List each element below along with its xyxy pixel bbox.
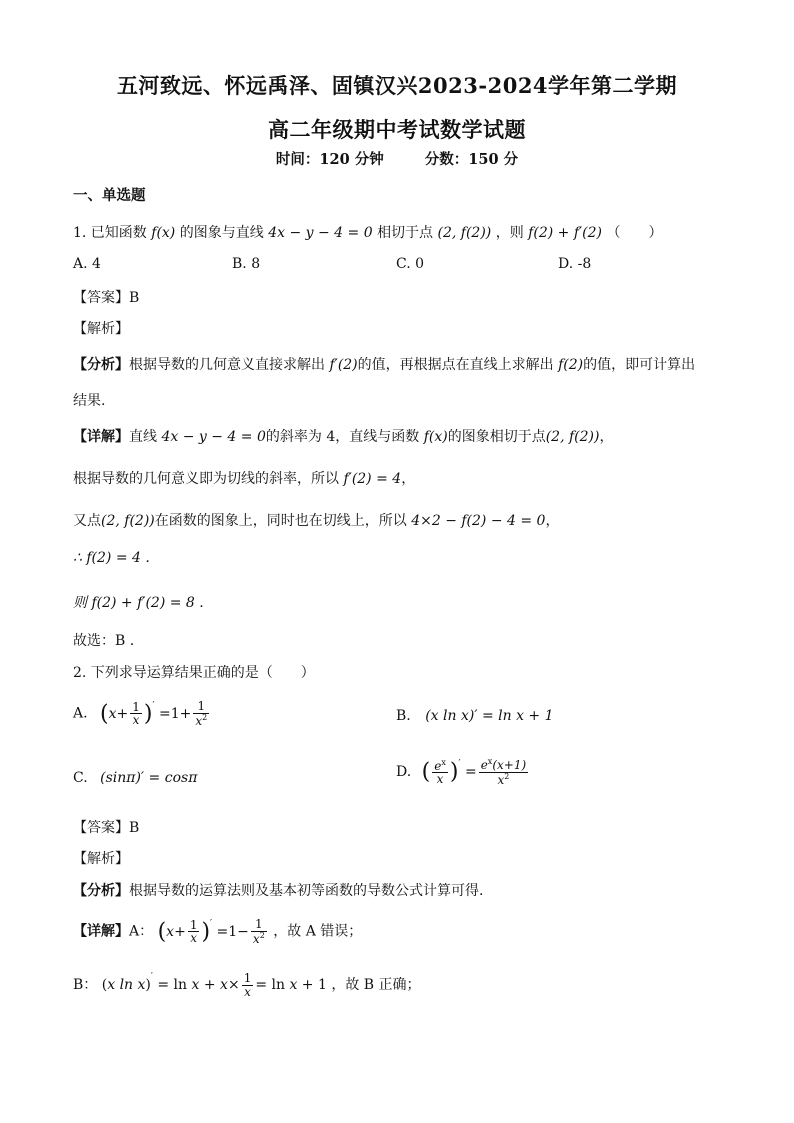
q1-stem: 1. 已知函数 f(x) 的图象与直线 4x − y − 4 = 0 相切于点 (2, f(2)) ，则 f(2) + f′(2) （ ） (73, 225, 663, 241)
q2-option-c: C. (sinπ)′ = cosπ (73, 770, 198, 786)
page-title-line2: 高二年级期中考试数学试题 (268, 117, 526, 142)
q1-option-b: B. 8 (232, 256, 261, 272)
q1-detail-2: 根据导数的几何意义即为切线的斜率，所以 f′(2) = 4， (73, 471, 416, 487)
q1-detail-6: 故选：B . (73, 633, 135, 649)
q2-detail-b: B： (x ln x)′ = ln x + x× $\frac{1}{x}$ = ln x + 1 ，故 B 正确； (73, 971, 421, 999)
section-heading: 一、单选题 (73, 187, 146, 204)
q1-option-d: D. -8 (558, 256, 592, 272)
q1-analysis-label: 【解析】 (73, 321, 129, 337)
q1-answer: 【答案】B (73, 290, 140, 306)
q1-option-c: C. 0 (396, 256, 425, 272)
exam-score: 分数：150 分 (424, 151, 519, 168)
q2-analysis-label: 【解析】 (73, 851, 129, 867)
q1-detail-3: 又点(2, f(2))在函数的图象上，同时也在切线上，所以 4×2 − f(2) − 4 = 0， (73, 513, 560, 529)
q1-detail-4: ∴ f(2) = 4 . (73, 550, 150, 566)
q2-fenxi: 【分析】根据导数的运算法则及基本初等函数的导数公式计算可得. (73, 883, 484, 899)
q1-point: (2, f(2)) (437, 225, 492, 241)
q2-detail-a: 【详解】A： (x+ $\frac{1}{x}$ )′ =1− $\frac{1}{x^2}$ ，故 A 错误； (73, 917, 363, 946)
q2-option-b: B. (x ln x)′ = ln x + 1 (396, 708, 554, 724)
q2-option-a: A. (x+ $\frac{1}{x}$ )′ =1+ $\frac{1}{x^2}$ (73, 699, 208, 728)
q1-option-a: A. 4 (73, 256, 101, 272)
q2-answer: 【答案】B (73, 820, 140, 836)
q2-stem: 2. 下列求导运算结果正确的是（ ） (73, 665, 315, 681)
q2-option-d: D. ( $\frac{e^x}{x}$ )′ = $\frac{e^x(x+1)}{x^2}$ (396, 757, 527, 787)
q1-expr: f(2) + f′(2) (528, 225, 603, 241)
q1-detail-1: 【详解】直线 4x − y − 4 = 0的斜率为 4，直线与函数 f(x)的图象相切于点(2, f(2))， (73, 429, 614, 445)
q1-fenxi-cont: 结果. (73, 393, 106, 409)
q1-detail-5: 则 f(2) + f′(2) = 8 . (73, 595, 204, 611)
page-title-line1: 五河致远、怀远禹泽、固镇汉兴2023-2024学年第二学期 (116, 73, 678, 98)
exam-meta (0, 148, 794, 169)
exam-time: 时间：120 分钟 (275, 151, 384, 168)
q1-line-eq: 4x − y − 4 = 0 (268, 225, 373, 241)
q1-fenxi: 【分析】根据导数的几何意义直接求解出 f′(2)的值，再根据点在直线上求解出 f(2)的值，即可计算出 (73, 357, 696, 373)
q1-fx: f(x) (151, 225, 176, 241)
